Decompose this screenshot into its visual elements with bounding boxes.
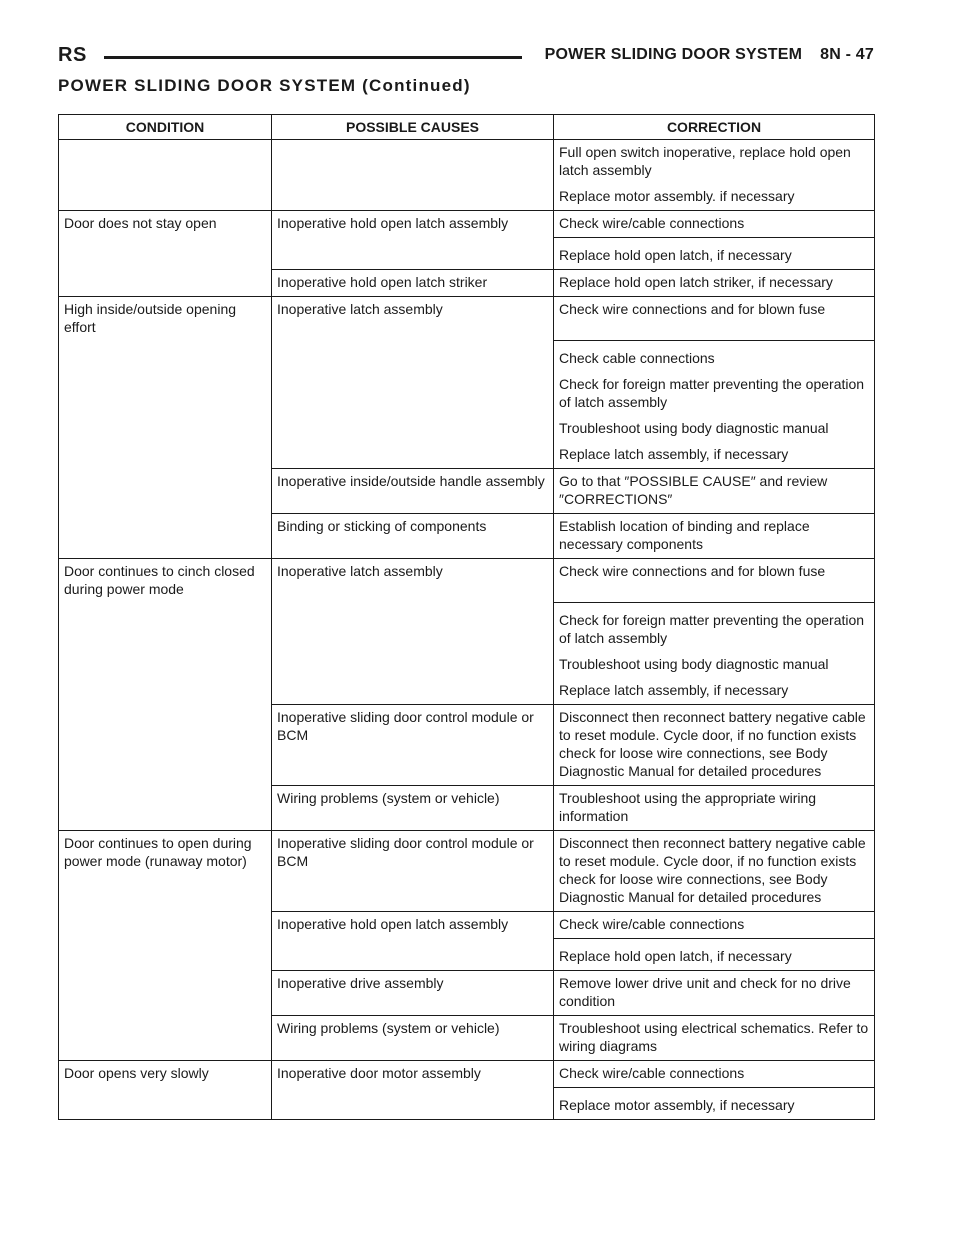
correction-cell: Troubleshoot using the appropriate wiring information — [554, 786, 875, 831]
correction-cell: Check wire connections and for blown fuse — [554, 559, 875, 603]
cause-cell: Inoperative latch assembly — [272, 297, 554, 469]
table-row — [59, 559, 875, 603]
cause-cell: Inoperative inside/outside handle assembly — [272, 469, 554, 514]
correction-cell: Replace latch assembly, if necessary — [554, 678, 875, 705]
header-right — [545, 46, 874, 64]
condition-cell: Door opens very slowly — [59, 1061, 272, 1120]
diagnosis-table — [58, 114, 875, 1120]
condition-cell — [59, 140, 272, 211]
correction-cell: Check cable connections — [554, 341, 875, 373]
correction-cell: Disconnect then reconnect battery negative cable to reset module. Cycle door, if no function exists check for loose wire connections, see Body Diagnostic Manual for detailed procedures — [554, 705, 875, 786]
correction-cell: Replace hold open latch, if necessary — [554, 939, 875, 971]
header-title: POWER SLIDING DOOR SYSTEM — [544, 46, 803, 63]
cause-cell: Inoperative latch assembly — [272, 559, 554, 705]
condition-cell: High inside/outside opening effort — [59, 297, 272, 559]
header-rule — [104, 56, 522, 59]
condition-cell: Door continues to cinch closed during power mode — [59, 559, 272, 831]
cause-cell: Inoperative sliding door control module or BCM — [272, 831, 554, 912]
table-row — [59, 140, 875, 185]
header-manual-code: RS — [58, 44, 87, 66]
table-row — [59, 1061, 875, 1088]
cause-cell: Inoperative hold open latch assembly — [272, 912, 554, 971]
cause-cell: Inoperative drive assembly — [272, 971, 554, 1016]
table-row — [59, 831, 875, 912]
condition-cell: Door does not stay open — [59, 211, 272, 297]
page-number: 8N - 47 — [820, 46, 874, 63]
correction-cell: Check for foreign matter preventing the operation of latch assembly — [554, 372, 875, 416]
table-header-row — [59, 115, 875, 140]
correction-cell: Check for foreign matter preventing the operation of latch assembly — [554, 603, 875, 653]
cause-cell: Inoperative sliding door control module or BCM — [272, 705, 554, 786]
column-header-causes: POSSIBLE CAUSES — [272, 115, 554, 140]
correction-cell: Replace latch assembly, if necessary — [554, 442, 875, 469]
cause-cell: Inoperative hold open latch striker — [272, 270, 554, 297]
column-header-correction: CORRECTION — [554, 115, 875, 140]
cause-cell: Binding or sticking of components — [272, 514, 554, 559]
correction-cell: Check wire/cable connections — [554, 211, 875, 238]
correction-cell: Troubleshoot using body diagnostic manual — [554, 652, 875, 678]
correction-cell: Go to that ″POSSIBLE CAUSE″ and review ″CORRECTIONS″ — [554, 469, 875, 514]
correction-cell: Check wire/cable connections — [554, 1061, 875, 1088]
correction-cell: Remove lower drive unit and check for no drive condition — [554, 971, 875, 1016]
correction-cell: Check wire/cable connections — [554, 912, 875, 939]
correction-cell: Troubleshoot using body diagnostic manual — [554, 416, 875, 442]
correction-cell: Troubleshoot using electrical schematics. Refer to wiring diagrams — [554, 1016, 875, 1061]
correction-cell: Replace hold open latch striker, if necessary — [554, 270, 875, 297]
correction-cell: Replace motor assembly. if necessary — [554, 184, 875, 211]
cause-cell: Wiring problems (system or vehicle) — [272, 1016, 554, 1061]
correction-cell: Check wire connections and for blown fuse — [554, 297, 875, 341]
correction-cell: Replace hold open latch, if necessary — [554, 238, 875, 270]
section-title: POWER SLIDING DOOR SYSTEM (Continued) — [58, 76, 471, 95]
column-header-condition: CONDITION — [59, 115, 272, 140]
cause-cell — [272, 140, 554, 211]
table-row — [59, 211, 875, 238]
cause-cell: Wiring problems (system or vehicle) — [272, 786, 554, 831]
cause-cell: Inoperative hold open latch assembly — [272, 211, 554, 270]
table-row — [59, 297, 875, 341]
correction-cell: Full open switch inoperative, replace hold open latch assembly — [554, 140, 875, 185]
cause-cell: Inoperative door motor assembly — [272, 1061, 554, 1120]
correction-cell: Replace motor assembly, if necessary — [554, 1088, 875, 1120]
condition-cell: Door continues to open during power mode (runaway motor) — [59, 831, 272, 1061]
correction-cell: Establish location of binding and replace necessary components — [554, 514, 875, 559]
correction-cell: Disconnect then reconnect battery negative cable to reset module. Cycle door, if no function exists check for loose wire connections, see Body Diagnostic Manual for detailed procedures — [554, 831, 875, 912]
